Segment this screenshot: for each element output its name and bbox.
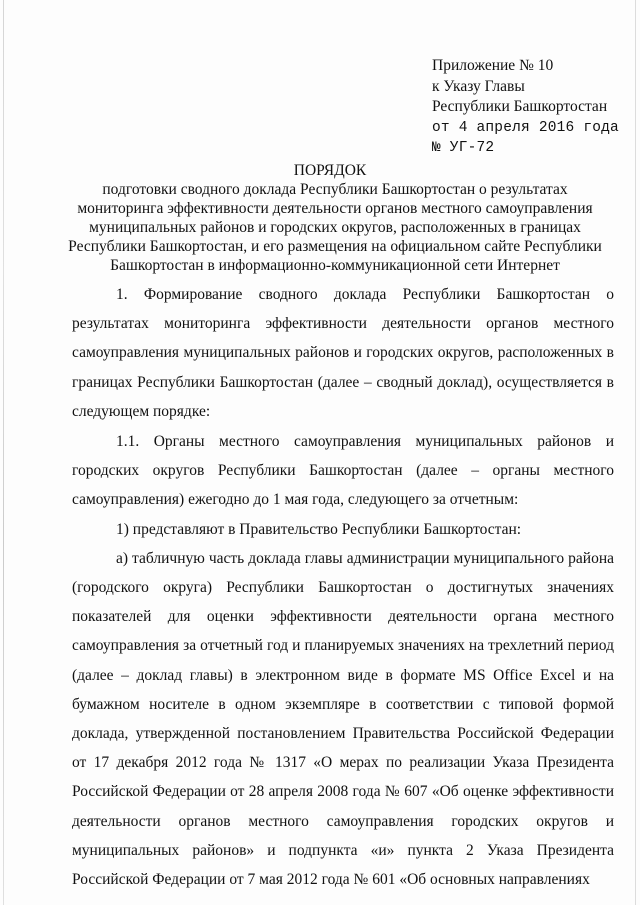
paragraph-1: 1. Формирование сводного доклада Республики Башкортостан о результатах мониторинга эффективности деятельности органов местного самоуправления муниципальных районов и городских округов, расположенных в границах Республики Башкортостан (далее – сводный доклад), осуществляется в следующем порядке:	[72, 286, 614, 420]
scan-edge-left	[3, 0, 4, 905]
appendix-block	[432, 56, 619, 159]
appendix-republic: Республики Башкортостан	[432, 98, 608, 115]
paragraph-item-a: а) табличную часть доклада главы администрации муниципального района (городского округа) Республики Башкортостан о достигнутых значениях показателей для оценки эффективности деятельности органа местного самоуправления за отчетный год и планируемых значениях на трехлетний период (далее – доклад главы) в электронном виде в формате MS Office Excel и на бумажном носителе в одном экземпляре в соответствии с типовой формой доклада, утвержденной постановлением Правительства Российской Федерации от 17 декабря 2012 года № 1317 «О мерах по реализации Указа Президента Российской Федерации от 28 апреля 2008 года № 607 «Об оценке эффективности деятельности органов местного самоуправления городских округов и муниципальных районов» и подпункта «и» пункта 2 Указа Президента Российской Федерации от 7 мая 2012 года № 601 «Об основных направлениях	[72, 549, 614, 889]
paragraph-item-1: 1) представляют в Правительство Республики Башкортостан:	[116, 520, 522, 538]
document-title: ПОРЯДОК	[293, 162, 367, 179]
appendix-decree-number: № УГ-72	[432, 140, 495, 156]
paragraph-1-1: 1.1. Органы местного самоуправления муниципальных районов и городских округов Республики Башкортостан (далее – органы местного самоуправления) ежегодно до 1 мая года, следующего за отчетным:	[72, 433, 614, 509]
document-body	[72, 280, 614, 894]
document-subtitle: подготовки сводного доклада Республики Башкортостан о результатах мониторинга эффективности деятельности органов местного самоуправления муниципальных районов и городских округов, расположенных в границах Республики Башкортостан, и его размещения на официальном сайте Республики Башкортостан в информационно-коммуникационной сети Интернет	[68, 181, 602, 274]
appendix-date: от 4 апреля 2016 года	[432, 119, 619, 136]
appendix-number: Приложение № 10	[432, 57, 554, 74]
scan-edge-right	[635, 0, 636, 905]
appendix-decree-ref: к Указу Главы	[432, 77, 525, 95]
